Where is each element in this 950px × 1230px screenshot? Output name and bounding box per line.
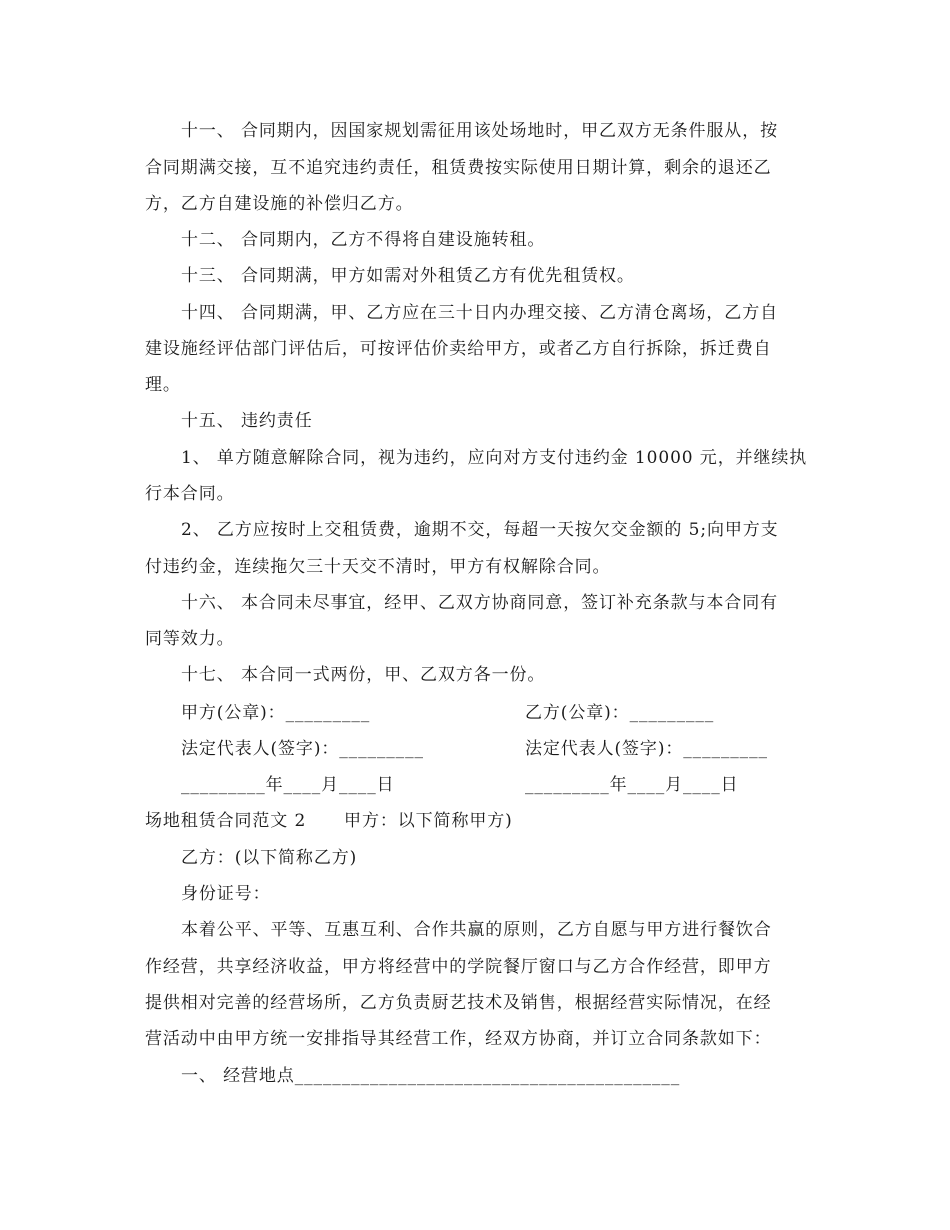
preamble-line-1: 本着公平、平等、互惠互利、合作共赢的原则，乙方自愿与甲方进行餐饮合 [181,920,772,940]
party-b-line: 乙方：(以下简称乙方) [181,848,358,868]
preamble-line-3: 提供相对完善的经营场所，乙方负责厨艺技术及销售，根据经营实际情况，在经 [145,993,772,1013]
clause-14-line-3: 理。 [145,375,181,395]
clause-15-heading: 十五、 违约责任 [181,411,313,431]
item-2-line-1: 2、 乙方应按时上交租赁费，逾期不交，每超一天按欠交金额的 5;向甲方支 [181,520,779,540]
party-a-date: _________年____月____日 [181,775,395,795]
id-number-line: 身份证号： [181,884,271,904]
item-1-line-2: 行本合同。 [145,484,235,504]
clause-16-line-2: 同等效力。 [145,629,235,649]
clause-11-line-3: 方，乙方自建设施的补偿归乙方。 [145,194,414,214]
clause-14-line-2: 建设施经评估部门评估后，可按评估价卖给甲方，或者乙方自行拆除，拆迁费自 [145,339,772,359]
preamble-line-2: 作经营，共享经济收益，甲方将经营中的学院餐厅窗口与乙方合作经营，即甲方 [145,957,772,977]
sample-2-heading: 场地租赁合同范文 2 甲方：以下简称甲方) [145,811,513,831]
clause-13: 十三、 合同期满，甲方如需对外租赁乙方有优先租赁权。 [181,266,635,286]
clause-11-line-1: 十一、 合同期内，因国家规划需征用该处场地时，甲乙双方无条件服从，按 [181,121,779,141]
party-a-representative: 法定代表人(签字)：_________ [181,739,424,759]
clause-12: 十二、 合同期内，乙方不得将自建设施转租。 [181,230,546,250]
clause-14-line-1: 十四、 合同期满，甲、乙方应在三十日内办理交接、乙方清仓离场，乙方自 [181,303,779,323]
party-b-date: _________年____月____日 [525,775,739,795]
party-a-seal: 甲方(公章)：_________ [181,703,371,723]
clause-11-line-2: 合同期满交接，互不追究违约责任，租赁费按实际使用日期计算，剩余的退还乙 [145,158,772,178]
party-b-seal: 乙方(公章)：_________ [525,703,715,723]
preamble-line-4: 营活动中由甲方统一安排指导其经营工作，经双方协商，并订立合同条款如下： [145,1029,772,1049]
section-1-location: 一、 经营地点_________________________________________ [181,1066,681,1086]
clause-16-line-1: 十六、 本合同未尽事宜，经甲、乙双方协商同意，签订补充条款与本合同有 [181,593,779,613]
item-1-line-1: 1、 单方随意解除合同，视为违约，应向对方支付违约金 10000 元，并继续执 [181,448,808,468]
item-2-line-2: 付违约金，连续拖欠三十天交不清时，甲方有权解除合同。 [145,557,611,577]
party-b-representative: 法定代表人(签字)：_________ [525,739,768,759]
clause-17: 十七、 本合同一式两份，甲、乙双方各一份。 [181,665,546,685]
